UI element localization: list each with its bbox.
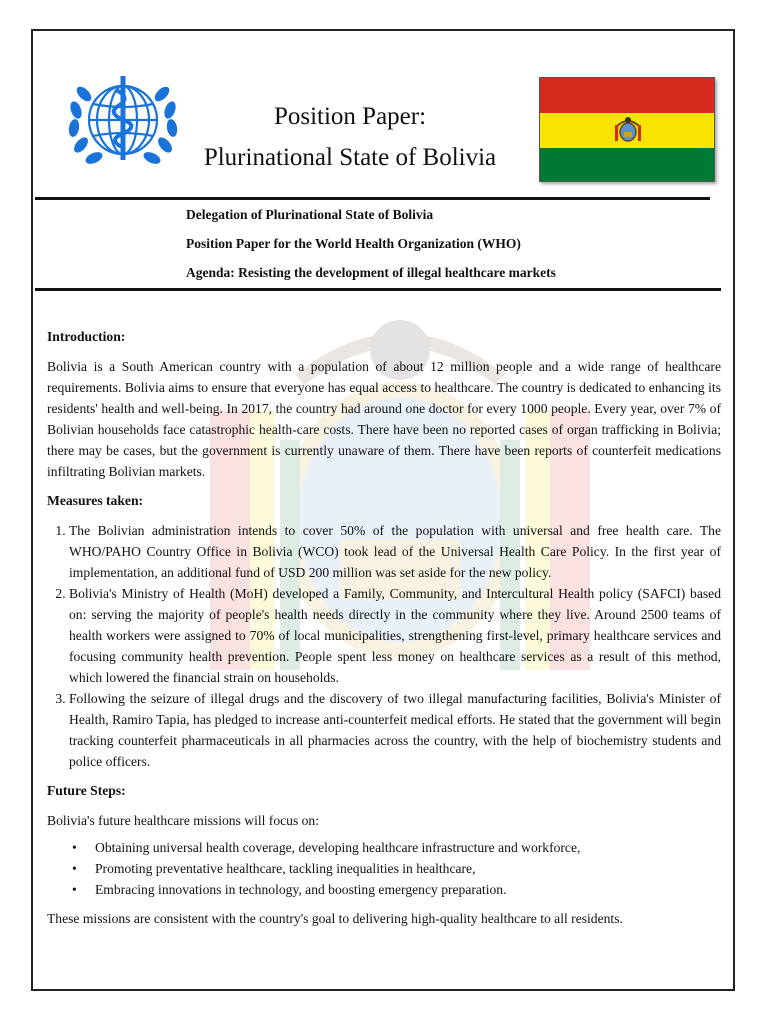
coat-of-arms-icon	[612, 113, 644, 148]
list-item: 3. Following the seizure of illegal drugs and the discovery of two illegal manufacturing facilities, Bolivia's Minister of Health, Ramiro Tapia, has pledged to increase anti-counterfeit medical efforts. He stated that the government will begin tracking counterfeit pharmaceuticals in all pharmacies across the country, with the help of biochemistry students and police officers.	[69, 688, 721, 772]
introduction-text: Bolivia is a South American country with a population of about 12 million people and a wide range of healthcare requirements. Bolivia aims to ensure that everyone has equal access to healthcare. The country is dedicated to enhancing its residents' health and well-being. In 2017, the country had around one doctor for every 1000 people. Every year, over 7% of Bolivian households face catastrophic health-care costs. There have been no reported cases of organ trafficking in Bolivia; there may be cases, but the government is currently unaware of them. There have been reports of counterfeit medications infiltrating Bolivian markets.	[47, 359, 721, 479]
committee-line: Position Paper for the World Health Organization (WHO)	[186, 236, 521, 251]
header-divider-top	[35, 197, 710, 200]
paper-header	[186, 204, 556, 291]
bolivia-flag	[539, 77, 715, 182]
who-emblem-logo	[62, 70, 184, 174]
list-item: 1. The Bolivian administration intends to cover 50% of the population with universal and free health care. The WHO/PAHO Country Office in Bolivia (WCO) took lead of the Universal Health Care Policy. In the first year of implementation, an additional fund of USD 200 million was set aside for the new policy.	[69, 520, 721, 583]
document-title	[190, 96, 510, 178]
introduction-heading: Introduction:	[47, 329, 126, 344]
future-steps-heading: Future Steps:	[47, 783, 126, 798]
main-content	[47, 326, 721, 935]
measures-heading: Measures taken:	[47, 493, 144, 508]
list-item: • Embracing innovations in technology, and boosting emergency preparation.	[95, 879, 721, 900]
agenda-line: Agenda: Resisting the development of illegal healthcare markets	[186, 265, 556, 280]
title-line-1: Position Paper:	[273, 103, 427, 130]
closing-text: These missions are consistent with the country's goal to delivering high-quality healthcare to all residents.	[47, 911, 623, 926]
list-item: 2. Bolivia's Ministry of Health (MoH) developed a Family, Community, and Intercultural Health policy (SAFCI) based on: serving the majority of people's health needs directly in the community where they live. Around 2500 teams of health workers were assigned to 70% of local municipalities, strengthening first-level, primary healthcare services and focusing community health prevention. People spent less money on healthcare services as a result of this method, which lowered the financial strain on households.	[69, 583, 721, 688]
future-steps-intro: Bolivia's future healthcare missions will focus on:	[47, 813, 320, 828]
measures-list	[47, 520, 721, 772]
list-item: • Obtaining universal health coverage, developing healthcare infrastructure and workforce,	[95, 837, 721, 858]
list-item: • Promoting preventative healthcare, tackling inequalities in healthcare,	[95, 858, 721, 879]
future-steps-list	[47, 837, 721, 900]
delegation-line: Delegation of Plurinational State of Bolivia	[186, 207, 434, 222]
title-line-2: Plurinational State of Bolivia	[203, 144, 497, 171]
